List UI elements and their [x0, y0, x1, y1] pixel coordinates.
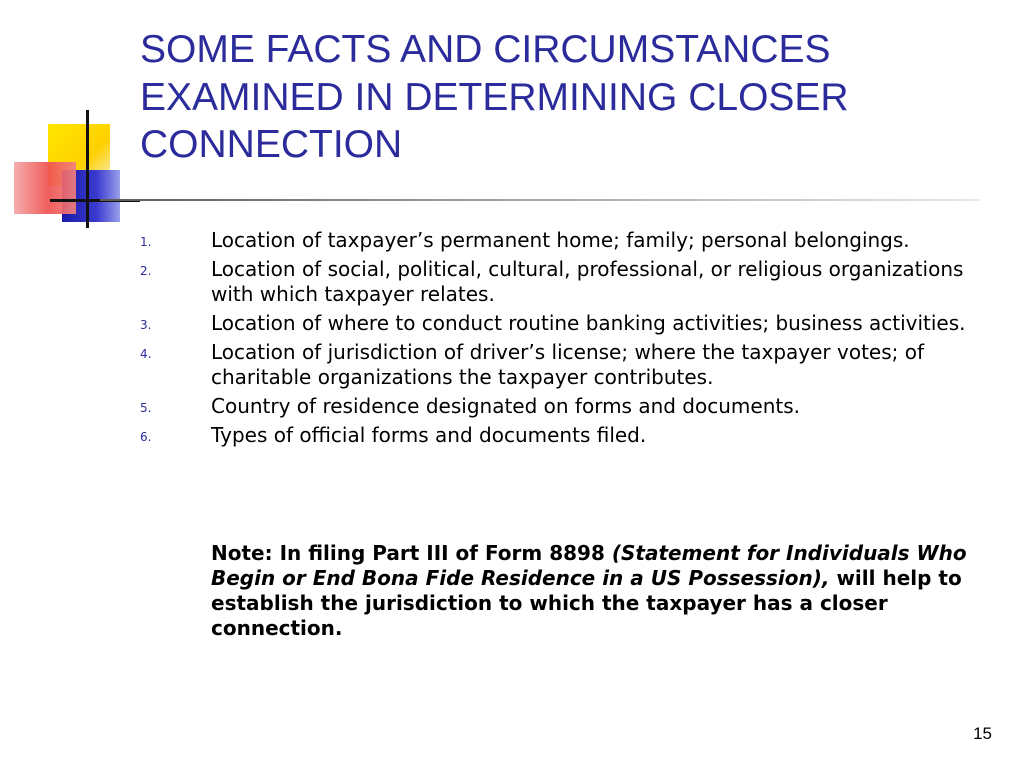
list-item-number: 5. — [140, 401, 152, 415]
list-item-text: Types of official forms and documents filed. — [211, 423, 647, 447]
list-item-number: 4. — [140, 347, 152, 361]
list-item — [140, 423, 990, 448]
note-lead: Note: In filing Part III of Form 8898 — [211, 541, 612, 565]
list-item-number: 3. — [140, 318, 152, 332]
list-item — [140, 257, 990, 307]
list-item-text: Location of social, political, cultural, professional, or religious organizations with which taxpayer relates. — [211, 257, 964, 306]
vertical-line-decoration — [86, 110, 89, 228]
note-form-title: (Statement for Individuals Who Begin or End Bona Fide Residence in a US Possession), — [211, 541, 967, 590]
list-item — [140, 228, 990, 253]
slide-title: SOME FACTS AND CIRCUMSTANCES EXAMINED IN DETERMINING CLOSER CONNECTION — [140, 28, 849, 167]
facts-list — [140, 228, 990, 452]
list-item — [140, 394, 990, 419]
list-item — [140, 311, 990, 336]
list-item-text: Location of taxpayer’s permanent home; family; personal belongings. — [211, 228, 910, 252]
list-item-text: Country of residence designated on forms and documents. — [211, 394, 800, 418]
red-square-decoration — [14, 162, 76, 214]
list-item — [140, 340, 990, 390]
note-trail: will help to establish the jurisdiction to which the taxpayer has a closer connection. — [211, 566, 962, 640]
page-number: 15 — [973, 724, 992, 743]
list-item-number: 6. — [140, 430, 152, 444]
list-item-text: Location of where to conduct routine banking activities; business activities. — [211, 311, 966, 335]
list-item-text: Location of jurisdiction of driver’s license; where the taxpayer votes; of charitable organizations the taxpayer contributes. — [211, 340, 925, 389]
form-8898-note — [211, 541, 981, 641]
list-item-number: 1. — [140, 235, 152, 249]
title-underline-rule — [100, 199, 980, 201]
list-item-number: 2. — [140, 264, 152, 278]
